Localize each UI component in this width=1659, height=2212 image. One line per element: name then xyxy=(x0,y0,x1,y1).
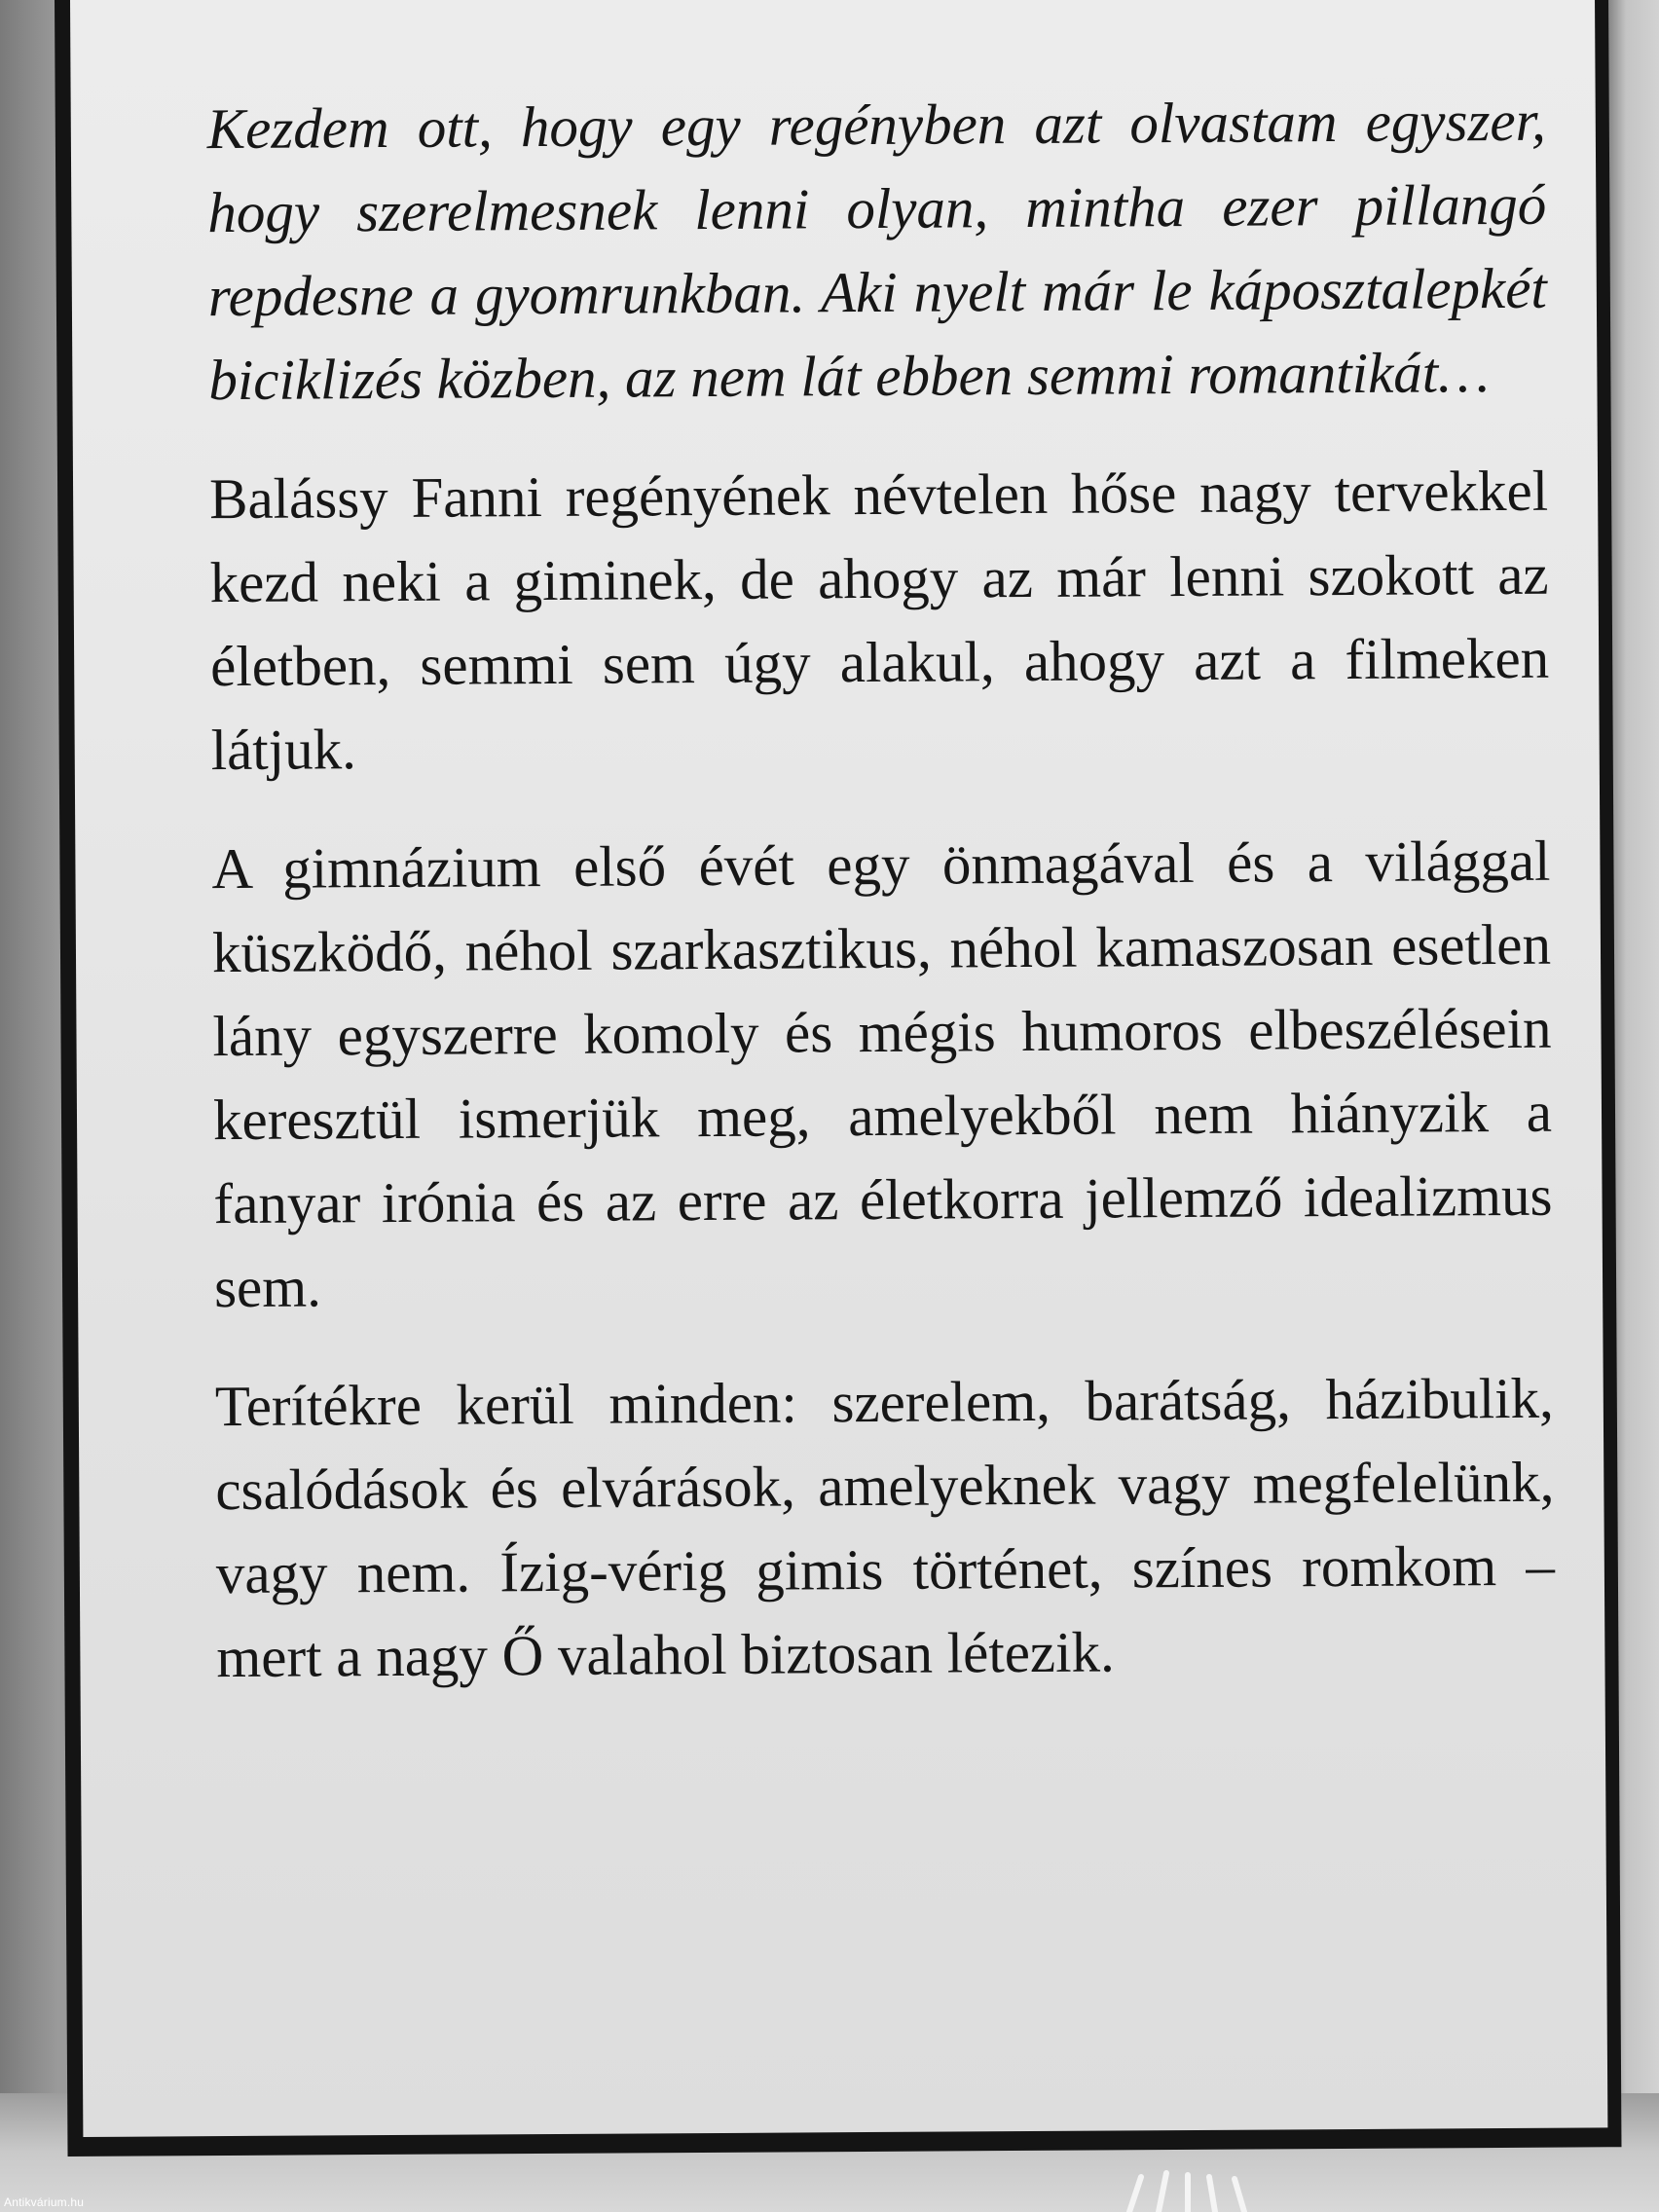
text-panel xyxy=(70,0,1607,2137)
blurb-paragraph: Balássy Fanni regényének névtelen hőse nagy tervekkel kezd neki a giminek, de ahogy az már lenni szokott az életben, semmi sem úgy alakul, ahogy azt a filmeken látjuk. xyxy=(208,458,1550,783)
doodle-decoration xyxy=(1120,2169,1285,2212)
blurb-text xyxy=(207,79,1556,1734)
blurb-paragraph: A gimnázium első évét egy önmagával és a világgal küszködő, néhol szarkasztikus, néhol kamaszosan esetlen lány egyszerre komoly és mégis humoros elbeszélésein keresztül ismerjük meg, amelyekből nem hiányzik a fanyar irónia és az erre az életkorra jellemző idealizmus sem. xyxy=(211,828,1553,1320)
blurb-paragraph: Terítékre kerül minden: szerelem, barátság, házibulik, csalódások és elvárások, amelyeknek vagy megfelelünk, vagy nem. Ízig-vérig gimis történet, színes romkom – mert a nagy Ő valahol biztosan létezik. xyxy=(214,1365,1556,1690)
blurb-intro-paragraph: Kezdem ott, hogy egy regényben azt olvastam egyszer, hogy szerelmesnek lenni olyan, mintha ezer pillangó repdesne a gyomrunkban. Aki nyelt már le káposztalepkét biciklizés közben, az nem lát ebben semmi romantikát… xyxy=(206,88,1548,413)
watermark: Antikvárium.hu xyxy=(4,2195,85,2209)
